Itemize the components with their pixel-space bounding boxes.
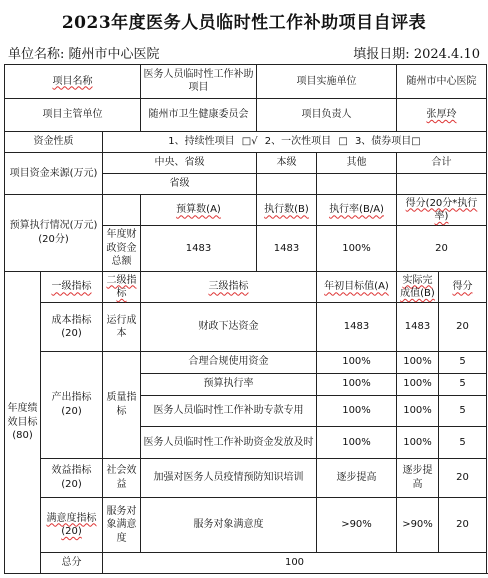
- cost-score: 20: [439, 303, 487, 351]
- output-actual-1: 100%: [397, 351, 439, 373]
- satisfaction-lvl3: 服务对象满意度: [141, 498, 317, 553]
- output-lvl3-3: 医务人员临时性工作补助专款专用: [141, 395, 317, 426]
- fund-source-header-local: 本级: [257, 153, 317, 174]
- supervisor-value: 随州市卫生健康委员会: [141, 98, 257, 132]
- satisfaction-lvl1: 满意度指标(20): [41, 498, 103, 553]
- output-lvl3-1: 合理合规使用资金: [141, 351, 317, 373]
- page-title: 2023年度医务人员临时性工作补助项目自评表: [61, 13, 427, 33]
- table-row: [5, 132, 487, 153]
- output-target-3: 100%: [317, 395, 397, 426]
- fund-nature-options: 1、持续性项目 □√ 2、一次性项目 □ 3、债券项目□: [103, 132, 487, 153]
- table-row: [5, 153, 487, 174]
- total-label: 总分: [41, 552, 103, 573]
- output-actual-3: 100%: [397, 395, 439, 426]
- budget-label: 预算执行情况(万元)(20分): [5, 194, 103, 271]
- leader-label: 项目负责人: [257, 98, 397, 132]
- table-row: [5, 65, 487, 99]
- fund-source-local-value: [257, 174, 317, 195]
- table-row: [5, 271, 487, 302]
- table-row: [5, 98, 487, 132]
- perf-header-actual: 实际完成值(B): [397, 271, 439, 302]
- budget-header-rate: 执行率(B/A): [317, 194, 397, 225]
- fund-source-provincial: 省级: [103, 174, 257, 195]
- fund-source-label: 项目资金来源(万元): [5, 153, 103, 195]
- perf-side-label: 年度绩效目标(80): [5, 271, 41, 573]
- perf-header-lvl2: 二级指标: [103, 271, 141, 302]
- output-target-1: 100%: [317, 351, 397, 373]
- output-score-1: 5: [439, 351, 487, 373]
- benefit-lvl1: 效益指标(20): [41, 458, 103, 498]
- budget-rate-value: 100%: [317, 226, 397, 272]
- project-name-value: 医务人员临时性工作补助项目: [141, 65, 257, 99]
- cost-lvl2: 运行成本: [103, 303, 141, 351]
- output-score-3: 5: [439, 395, 487, 426]
- budget-score-value: 20: [397, 226, 487, 272]
- output-score-2: 5: [439, 373, 487, 395]
- perf-header-target: 年初目标值(A): [317, 271, 397, 302]
- benefit-lvl3: 加强对医务人员疫情预防知识培训: [141, 458, 317, 498]
- budget-row-label: 年度财政资金总额: [103, 226, 141, 272]
- table-row: [5, 498, 487, 553]
- table-row: [5, 458, 487, 498]
- benefit-lvl2: 社会效益: [103, 458, 141, 498]
- leader-value: 张厚玲: [397, 98, 487, 132]
- table-row: [5, 303, 487, 351]
- date-value: 2024.4.10: [413, 47, 480, 62]
- unit-label: 单位名称:: [8, 47, 65, 62]
- output-lvl2: 质量指标: [103, 351, 141, 458]
- fund-source-header-total: 合计: [397, 153, 487, 174]
- cost-lvl3: 财政下达资金: [141, 303, 317, 351]
- output-actual-2: 100%: [397, 373, 439, 395]
- supervisor-label: 项目主管单位: [5, 98, 141, 132]
- self-evaluation-table: [4, 64, 487, 574]
- cost-target: 1483: [317, 303, 397, 351]
- cost-lvl1: 成本指标(20): [41, 303, 103, 351]
- total-value: 100: [103, 552, 487, 573]
- perf-header-score: 得分: [439, 271, 487, 302]
- fund-source-other-value: [317, 174, 397, 195]
- cost-actual: 1483: [397, 303, 439, 351]
- budget-planned-value: 1483: [141, 226, 257, 272]
- satisfaction-target: >90%: [317, 498, 397, 553]
- fund-source-total-value: [397, 174, 487, 195]
- impl-unit-value: 随州市中心医院: [397, 65, 487, 99]
- budget-header-planned: 预算数(A): [141, 194, 257, 225]
- date-label: 填报日期:: [353, 47, 410, 62]
- output-score-4: 5: [439, 427, 487, 458]
- satisfaction-score: 20: [439, 498, 487, 553]
- perf-header-lvl1: 一级指标: [41, 271, 103, 302]
- project-name-label: 项目名称: [5, 65, 141, 99]
- benefit-actual: 逐步提高: [397, 458, 439, 498]
- perf-header-lvl3: 三级指标: [141, 271, 317, 302]
- benefit-target: 逐步提高: [317, 458, 397, 498]
- satisfaction-lvl2: 服务对象满意度: [103, 498, 141, 553]
- budget-header-empty: [103, 194, 141, 225]
- table-row: [5, 552, 487, 573]
- output-target-2: 100%: [317, 373, 397, 395]
- impl-unit-label: 项目实施单位: [257, 65, 397, 99]
- budget-header-score: 得分(20分*执行率): [397, 194, 487, 225]
- unit-name: [8, 43, 160, 62]
- fund-source-header-central: 中央、省级: [103, 153, 257, 174]
- satisfaction-actual: >90%: [397, 498, 439, 553]
- unit-value: 随州市中心医院: [68, 47, 160, 62]
- fund-source-header-other: 其他: [317, 153, 397, 174]
- output-actual-4: 100%: [397, 427, 439, 458]
- output-lvl1: 产出指标(20): [41, 351, 103, 458]
- budget-executed-value: 1483: [257, 226, 317, 272]
- output-target-4: 100%: [317, 427, 397, 458]
- output-lvl3-2: 预算执行率: [141, 373, 317, 395]
- fill-date: [353, 43, 480, 62]
- table-row: [5, 351, 487, 373]
- fund-nature-label: 资金性质: [5, 132, 103, 153]
- output-lvl3-4: 医务人员临时性工作补助资金发放及时: [141, 427, 317, 458]
- budget-header-executed: 执行数(B): [257, 194, 317, 225]
- benefit-score: 20: [439, 458, 487, 498]
- table-row: [5, 194, 487, 225]
